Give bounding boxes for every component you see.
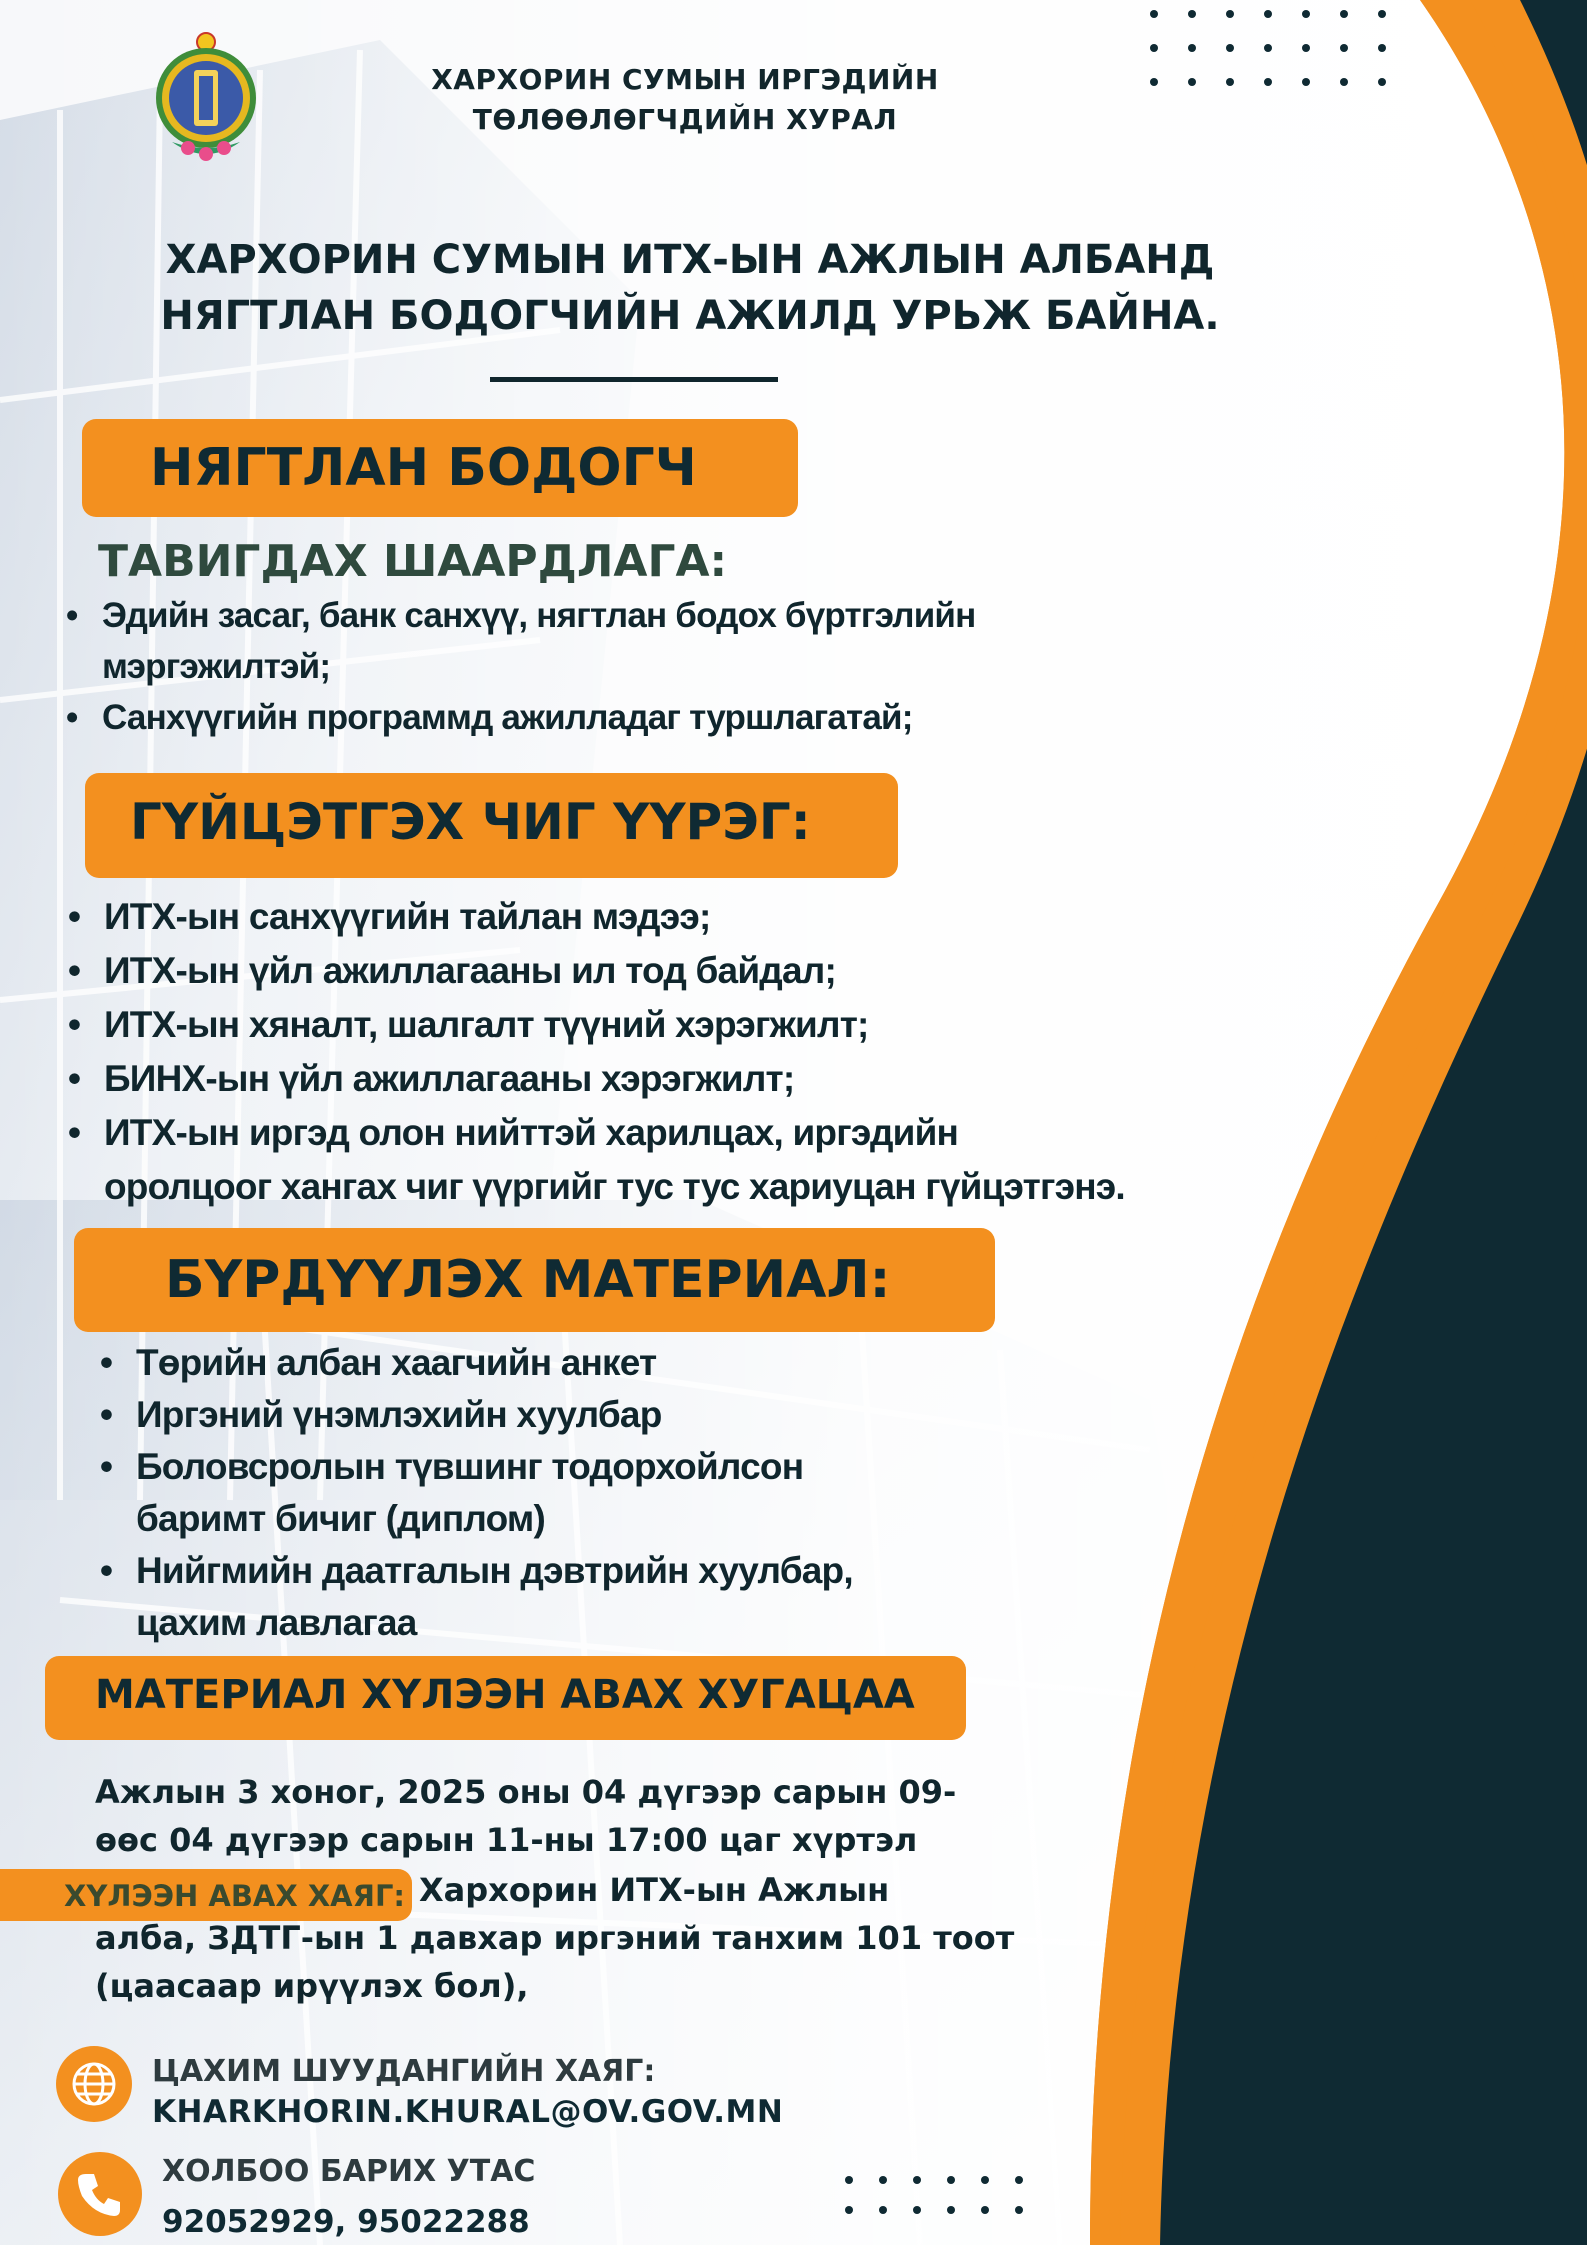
address-label: ХҮЛЭЭН АВАХ ХАЯГ: bbox=[64, 1879, 406, 1913]
dot bbox=[1302, 78, 1310, 86]
dot bbox=[845, 2176, 853, 2184]
dot bbox=[1226, 10, 1234, 18]
requirement-item: • Эдийн засаг, банк санхүү, нягтлан бодох бүртгэлийн мэргэжилтэй; bbox=[66, 590, 1026, 692]
dot bbox=[1340, 10, 1348, 18]
organization-name-line2: ТӨЛӨӨЛӨГЧДИЙН ХУРАЛ bbox=[472, 103, 898, 136]
material-item: • Боловсролын түвшинг тодорхойлсон баримт бичиг (диплом) bbox=[100, 1441, 816, 1545]
material-item: • Төрийн албан хаагчийн анкет bbox=[100, 1337, 900, 1389]
dot bbox=[1264, 10, 1272, 18]
duty-item: • ИТХ-ын хяналт, шалгалт түүний хэрэгжилт; bbox=[68, 998, 1178, 1052]
email-label: ЦАХИМ ШУУДАНГИЙН ХАЯГ: bbox=[152, 2054, 656, 2089]
duties-list bbox=[68, 890, 1178, 1214]
dot bbox=[913, 2176, 921, 2184]
globe-icon bbox=[56, 2046, 132, 2122]
phone-value[interactable]: 92052929, 95022288 bbox=[162, 2204, 530, 2240]
phone-label: ХОЛБОО БАРИХ УТАС bbox=[162, 2154, 536, 2189]
email-value[interactable]: KHARKHORIN.KHURAL@OV.GOV.MN bbox=[152, 2094, 784, 2130]
material-item: • Иргэний үнэмлэхийн хуулбар bbox=[100, 1389, 900, 1441]
dot bbox=[879, 2206, 887, 2214]
duty-item: • ИТХ-ын иргэд олон нийттэй харилцах, иргэдийн оролцоог хангах чиг үүргийг тус тус хариуцан гүйцэтгэнэ. bbox=[68, 1106, 1134, 1214]
address-line2: алба, ЗДТГ-ын 1 давхар иргэний танхим 101 тоот bbox=[95, 1919, 1015, 1957]
dot bbox=[1188, 78, 1196, 86]
dot bbox=[947, 2206, 955, 2214]
dot bbox=[1340, 44, 1348, 52]
state-emblem-icon bbox=[148, 26, 264, 166]
headline-line1: ХАРХОРИН СУМЫН ИТХ-ЫН АЖЛЫН АЛБАНД bbox=[165, 237, 1215, 283]
headline-line2: НЯГТЛАН БОДОГЧИЙН АЖИЛД УРЬЖ БАЙНА. bbox=[160, 293, 1220, 339]
deadline-line1: Ажлын 3 хоног, 2025 оны 04 дүгээр сарын 09- bbox=[95, 1773, 957, 1811]
dot bbox=[947, 2176, 955, 2184]
dot bbox=[1015, 2176, 1023, 2184]
deadline-line2: өөс 04 дүгээр сарын 11-ны 17:00 цаг хүртэл bbox=[95, 1821, 918, 1859]
dot bbox=[981, 2176, 989, 2184]
position-title: НЯГТЛАН БОДОГЧ bbox=[150, 438, 697, 498]
decorative-dot-grid-bottom bbox=[845, 2176, 1049, 2236]
duties-title: ГҮЙЦЭТГЭХ ЧИГ ҮҮРЭГ: bbox=[130, 793, 811, 851]
materials-list bbox=[100, 1337, 900, 1649]
materials-title: БҮРДҮҮЛЭХ МАТЕРИАЛ: bbox=[165, 1250, 891, 1310]
dot bbox=[1378, 44, 1386, 52]
duty-item: • ИТХ-ын санхүүгийн тайлан мэдээ; bbox=[68, 890, 1178, 944]
dot bbox=[1150, 78, 1158, 86]
organization-name bbox=[420, 60, 950, 140]
dot bbox=[1150, 44, 1158, 52]
dot bbox=[1378, 78, 1386, 86]
phone-icon bbox=[58, 2152, 142, 2236]
deadline-text bbox=[95, 1768, 1055, 1864]
material-item: • Нийгмийн даатгалын дэвтрийн хуулбар, цахим лавлагаа bbox=[100, 1545, 856, 1649]
deadline-title: МАТЕРИАЛ ХҮЛЭЭН АВАХ ХУГАЦАА bbox=[95, 1672, 915, 1718]
address-text bbox=[95, 1866, 1095, 2010]
dot bbox=[1150, 10, 1158, 18]
headline-divider bbox=[490, 377, 778, 382]
requirements-title: ТАВИГДАХ ШААРДЛАГА: bbox=[98, 536, 728, 587]
decorative-dot-grid-top bbox=[1150, 10, 1416, 112]
dot bbox=[845, 2206, 853, 2214]
dot bbox=[1264, 78, 1272, 86]
dot bbox=[1226, 78, 1234, 86]
address-line1: Хархорин ИТХ-ын Ажлын bbox=[419, 1871, 890, 1909]
dot bbox=[1340, 78, 1348, 86]
dot bbox=[879, 2176, 887, 2184]
duty-item: • БИНХ-ын үйл ажиллагааны хэрэгжилт; bbox=[68, 1052, 1178, 1106]
dot bbox=[1378, 10, 1386, 18]
dot bbox=[1188, 10, 1196, 18]
organization-name-line1: ХАРХОРИН СУМЫН ИРГЭДИЙН bbox=[431, 63, 939, 96]
dot bbox=[1226, 44, 1234, 52]
address-line3: (цаасаар ирүүлэх бол), bbox=[95, 1967, 529, 2005]
requirement-item: • Санхүүгийн программд ажилладаг туршлагатай; bbox=[66, 692, 1026, 743]
dot bbox=[1302, 10, 1310, 18]
duty-item: • ИТХ-ын үйл ажиллагааны ил тод байдал; bbox=[68, 944, 1178, 998]
dot bbox=[1264, 44, 1272, 52]
dot bbox=[981, 2206, 989, 2214]
dot bbox=[1188, 44, 1196, 52]
requirements-list bbox=[66, 590, 1026, 743]
dot bbox=[913, 2206, 921, 2214]
headline bbox=[150, 232, 1230, 344]
dot bbox=[1302, 44, 1310, 52]
dot bbox=[1015, 2206, 1023, 2214]
